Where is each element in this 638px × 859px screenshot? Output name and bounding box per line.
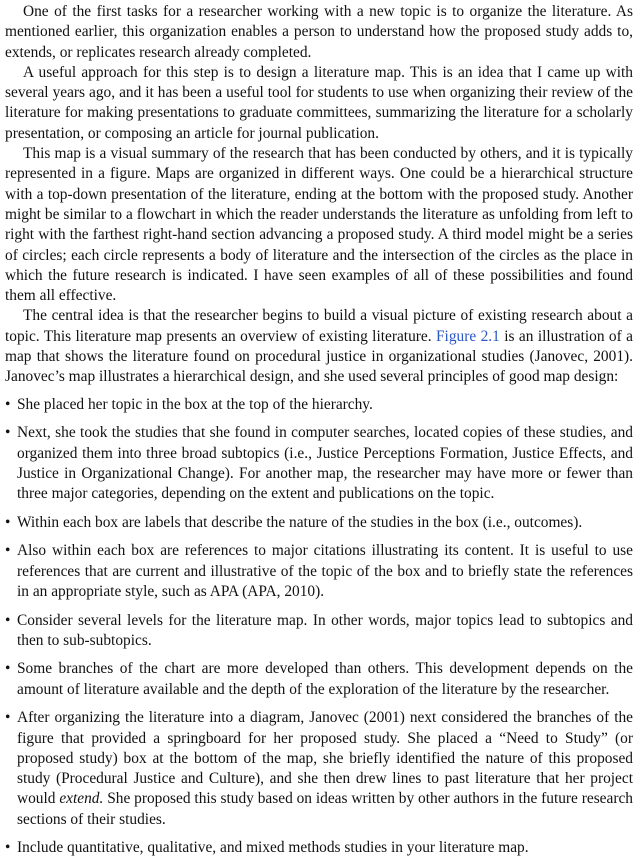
bullet-icon: •	[5, 709, 11, 727]
list-item-text: Within each box are labels that describe the nature of the studies in the box (i.e., outcomes).	[17, 513, 583, 531]
list-item	[5, 541, 633, 602]
list-item	[5, 708, 633, 830]
paragraph-text-after-link: is an illustration of a map that shows the literature found on procedural justice in organizational studies (Janovec, 2001). Janovec’s map illustrates a hierarchical design, and she used several principles of good map design:	[5, 327, 633, 386]
list-item	[5, 659, 633, 700]
bullet-icon: •	[5, 424, 11, 442]
paragraph-central-idea	[5, 306, 633, 387]
bullet-icon: •	[5, 660, 11, 678]
paragraph-map-visual-summary: This map is a visual summary of the research that has been conducted by others, and it is typically represented in a figure. Maps are organized in different ways. One could be a hierarchical structure with a top-down presentation of the literature, ending at the bottom with the proposed study. Another might be similar to a flowchart in which the reader understands the literature as unfolding from left to right with the farthest right-hand section advancing a proposed study. A third model might be a series of circles; each circle represents a body of literature and the intersection of the circles as the place in which the future research is indicated. I have seen examples of all of these possibilities and found them all effective.	[5, 145, 633, 305]
bullet-icon: •	[5, 611, 11, 629]
bullet-icon: •	[5, 513, 11, 531]
bullet-icon: •	[5, 839, 11, 857]
list-item	[5, 838, 633, 858]
list-item-text: After organizing the literature into a diagram, Janovec (2001) next considered the branches of the figure that provided a springboard for her proposed study. She placed a “Need to Study” (or proposed study) box at the bottom of the map, she briefly identified the nature of this proposed study (Procedural Justice and Culture), and she then drew lines to past literature that her project would	[17, 709, 633, 808]
list-item	[5, 395, 633, 415]
list-item	[5, 513, 633, 533]
list-item-text: She placed her topic in the box at the top of the hierarchy.	[17, 395, 373, 413]
list-item-text: Also within each box are references to major citations illustrating its content. It is useful to use references that are current and illustrative of the topic of the box and to briefly state the references in an appropriate style, such as APA (APA, 2010).	[17, 542, 633, 600]
figure-reference-link[interactable]: Figure 2.1	[435, 327, 500, 345]
paragraph-organize-literature: One of the first tasks for a researcher working with a new topic is to organize the literature. As mentioned earlier, this organization enables a person to understand how the proposed study adds to, extends, or replicates research already completed.	[5, 3, 633, 61]
bullet-icon: •	[5, 542, 11, 560]
list-item-text: Include quantitative, qualitative, and mixed methods studies in your literature map.	[17, 839, 529, 857]
map-design-principles-list	[5, 395, 633, 859]
paragraph-literature-map-approach: A useful approach for this step is to design a literature map. This is an idea that I came up with several years ago, and it has been a useful tool for students to use when organizing their review of the literature for making presentations to graduate committees, summarizing the literature for a scholarly presentation, or composing an article for journal publication.	[5, 63, 633, 142]
list-item-text: Consider several levels for the literature map. In other words, major topics lead to subtopics and then to sub-subtopics.	[17, 611, 633, 649]
list-item-text: Next, she took the studies that she found in computer searches, located copies of these studies, and organized them into three broad subtopics (i.e., Justice Perceptions Formation, Justice Effects, and Justice in Organizational Change). For another map, the researcher may have more or fewer than three major categories, depending on the extent and publications on the topic.	[17, 424, 633, 503]
bullet-icon: •	[5, 395, 11, 413]
paragraph-text-before-link: The central idea is that the researcher begins to build a visual picture of existing research about a topic. This literature map presents an overview of existing literature.	[5, 307, 633, 345]
list-item	[5, 423, 633, 504]
list-item	[5, 611, 633, 652]
list-item-emphasis: extend.	[59, 790, 104, 808]
list-item-text: Some branches of the chart are more developed than others. This development depends on the amount of literature available and the depth of the exploration of the literature by the researcher.	[17, 660, 633, 698]
list-item-text-after-emphasis: She proposed this study based on ideas written by other authors in the future research sections of their studies.	[17, 790, 633, 828]
